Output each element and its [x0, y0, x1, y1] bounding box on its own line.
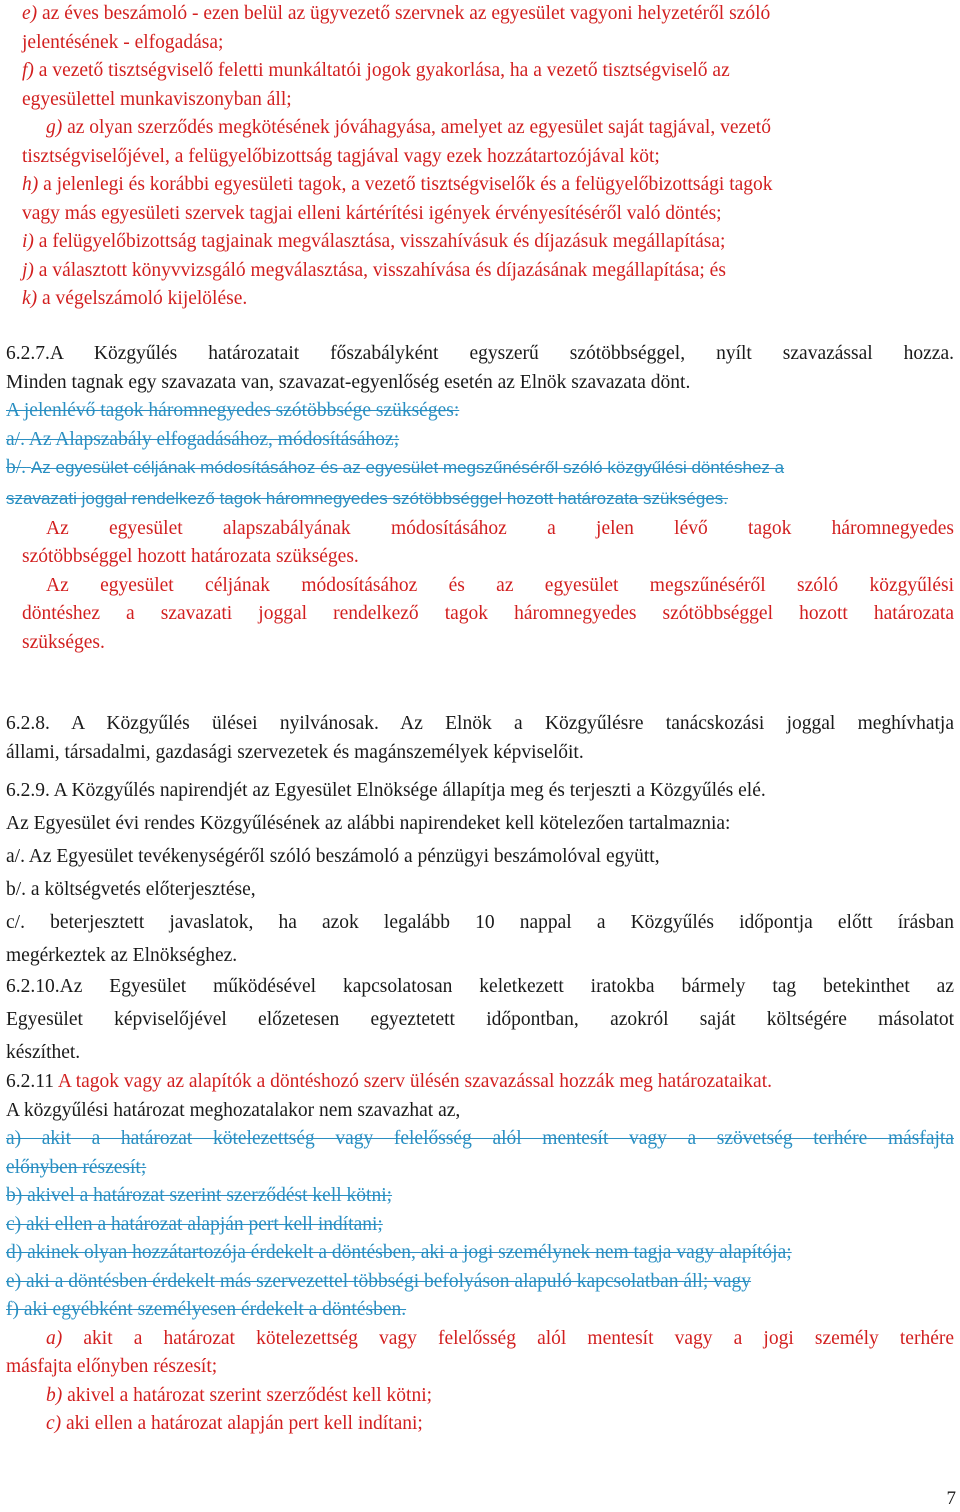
deleted-item-a-cont: előnyben részesít;: [6, 1156, 147, 1178]
deleted-item-c: c) aki ellen a határozat alapján pert kell indítani;: [6, 1213, 383, 1235]
page-number: 7: [946, 1488, 956, 1509]
amendment-1-line1: Az egyesület alapszabályának módosításához a jelen lévő tagok háromnegyedes: [46, 517, 954, 539]
new-item-b: b) akivel a határozat szerint szerződést kell kötni;: [46, 1384, 433, 1406]
list-item-h: h) a jelenlegi és korábbi egyesületi tagok, a vezető tisztségviselők és a felügyelőbizottsági tagok: [22, 174, 773, 195]
section-6-2-7: [6, 340, 954, 657]
new-item-c: c) aki ellen a határozat alapján pert kell indítani;: [46, 1413, 423, 1434]
amendment-1-line2: szótöbbséggel hozott határozata szükséges.: [22, 546, 359, 567]
list-item-j: j) a választott könyvvizsgáló megválasztása, visszahívása és díjazásának megállapítása; és: [22, 259, 726, 281]
section-6-2-10-line2: Egyesület képviselőjével előzetesen egyeztetett időpontban, azokról saját költségére másolatot: [6, 1009, 954, 1030]
section-6-2-7-line2: Minden tagnak egy szavazata van, szavazat-egyenlőség esetén az Elnök szavazata dönt.: [6, 371, 691, 393]
agenda-item-c-cont: megérkeztek az Elnökséghez.: [6, 945, 238, 966]
list-item-e: e) az éves beszámoló - ezen belül az ügyvezető szervnek az egyesület vagyoni helyzetéről szóló: [22, 3, 771, 24]
powers-list: [6, 0, 954, 314]
section-6-2-8-line1: 6.2.8. A Közgyűlés ülései nyilvánosak. Az Elnök a Közgyűlésre tanácskozási joggal meghívhatja: [6, 713, 954, 734]
deleted-item-f: f) aki egyébként személyesen érdekelt a döntésben.: [6, 1299, 407, 1320]
section-6-2-8: [6, 710, 954, 767]
section-6-2-11-line1: 6.2.11 A tagok vagy az alapítók a döntéshozó szerv ülésén szavazással hozzák meg határozataikat.: [6, 1071, 773, 1092]
section-6-2-10-line3: készíthet.: [6, 1042, 81, 1063]
list-item-g: g) az olyan szerződés megkötésének jóváhagyása, amelyet az egyesület saját tagjával, vezető: [46, 117, 771, 138]
section-6-2-10-line1: 6.2.10.Az Egyesület működésével kapcsolatosan keletkezett iratokba bármely tag betekinthet az: [6, 976, 954, 997]
new-item-a: a) akit a határozat kötelezettség vagy felelősség alól mentesít vagy a jogi személy terhére: [46, 1327, 954, 1349]
agenda-item-b: b/. a költségvetés előterjesztése,: [6, 879, 256, 900]
section-6-2-8-line2: állami, társadalmi, gazdasági szervezetek és magánszemélyek képviselőit.: [6, 741, 584, 763]
section-6-2-9: [6, 774, 954, 972]
deleted-item-b: b) akivel a határozat szerint szerződést kell kötni;: [6, 1185, 393, 1206]
list-item-i: i) a felügyelőbizottság tagjainak megválasztása, visszahívásuk és díjazásuk megállapítása;: [22, 231, 726, 252]
section-6-2-11-line2: A közgyűlési határozat meghozatalakor nem szavazhat az,: [6, 1099, 461, 1121]
section-6-2-7-line1: 6.2.7.A Közgyűlés határozatait főszabályként egyszerű szótöbbséggel, nyílt szavazással hozza.: [6, 343, 954, 364]
section-6-2-10: [6, 970, 954, 1069]
amendment-2-line2: döntéshez a szavazati joggal rendelkező tagok háromnegyedes szótöbbséggel hozott határozata: [22, 603, 954, 624]
deleted-item-e: e) aki a döntésben érdekelt más szervezettel többségi befolyáson alapuló kapcsolatban áll; vagy: [6, 1270, 752, 1292]
list-item-g-cont: tisztségviselőjével, a felügyelőbizottság tagjával vagy ezek hozzátartozójával köt;: [22, 145, 660, 167]
section-6-2-11: [6, 1068, 954, 1439]
deleted-line-4: szavazati joggal rendelkező tagok háromnegyedes szótöbbséggel hozott határozata szükséges.: [6, 488, 729, 508]
amendment-2-line3: szükséges.: [22, 631, 105, 653]
amendment-2-line1: Az egyesület céljának módosításához és az egyesület megszűnéséről szóló közgyűlési: [46, 574, 954, 596]
deleted-line-2: a/. Az Alapszabály elfogadásához, módosításához;: [6, 428, 400, 450]
deleted-line-1: A jelenlévő tagok háromnegyedes szótöbbsége szükséges:: [6, 400, 460, 421]
list-item-f-cont: egyesülettel munkaviszonyban áll;: [22, 88, 292, 110]
section-6-2-9-line2: Az Egyesület évi rendes Közgyűlésének az alábbi napirendeket kell kötelezően tartalmaznia:: [6, 813, 731, 834]
section-6-2-9-line1: 6.2.9. A Közgyűlés napirendjét az Egyesület Elnöksége állapítja meg és terjeszti a Közgyűlés elé.: [6, 780, 766, 801]
agenda-item-a: a/. Az Egyesület tevékenységéről szóló beszámoló a pénzügyi beszámolóval együtt,: [6, 846, 660, 867]
agenda-item-c: c/. beterjesztett javaslatok, ha azok legalább 10 nappal a Közgyűlés időpontja előtt írásban: [6, 912, 954, 933]
deleted-item-d: d) akinek olyan hozzátartozója érdekelt a döntésben, aki a jogi személynek nem tagja vagy alapítója;: [6, 1242, 792, 1263]
list-item-f: f) a vezető tisztségviselő feletti munkáltatói jogok gyakorlása, ha a vezető tisztségviselő az: [22, 60, 730, 81]
list-item-e-cont: jelentésének - elfogadása;: [22, 31, 224, 53]
deleted-item-a: a) akit a határozat kötelezettség vagy felelősség alól mentesít vagy a szövetség terhére másfajta: [6, 1128, 954, 1149]
list-item-k: k) a végelszámoló kijelölése.: [22, 288, 248, 309]
list-item-h-cont: vagy más egyesületi szervek tagjai elleni kártérítési igények érvényesítéséről való döntés;: [22, 202, 722, 224]
deleted-line-3: b/. Az egyesület céljának módosításához és az egyesület megszűnéséről szóló közgyűlési döntéshez a: [6, 457, 785, 478]
new-item-a-cont: másfajta előnyben részesít;: [6, 1356, 218, 1377]
